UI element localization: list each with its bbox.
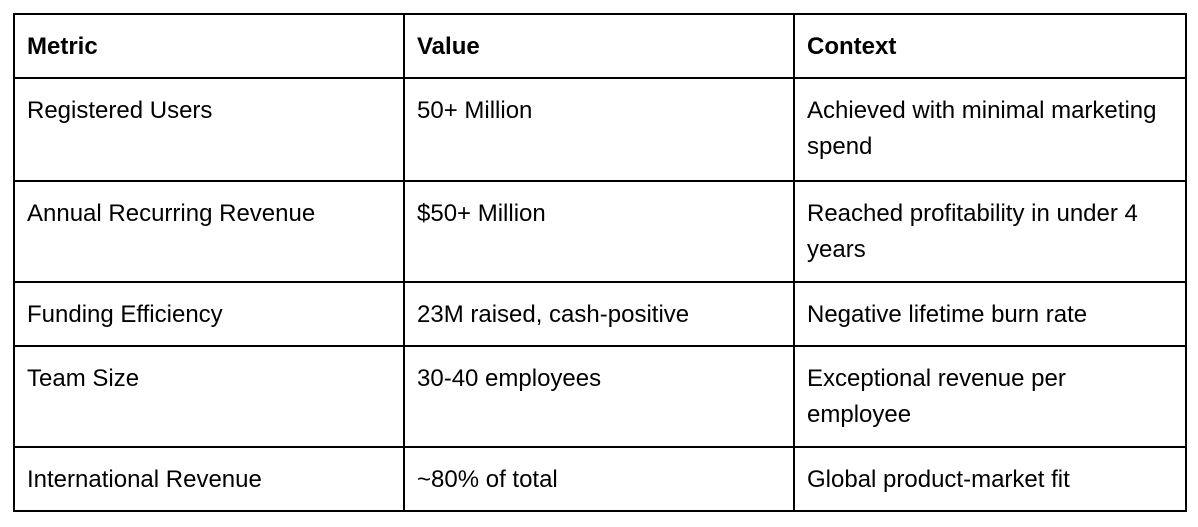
- context-cell: Global product-market fit: [794, 447, 1186, 511]
- metric-cell: International Revenue: [14, 447, 404, 511]
- metric-cell: Registered Users: [14, 78, 404, 181]
- context-cell: Reached profitability in under 4 years: [794, 181, 1186, 282]
- value-cell: $50+ Million: [404, 181, 794, 282]
- header-metric: Metric: [14, 14, 404, 78]
- table-row: [14, 181, 1186, 282]
- metric-cell: Funding Efficiency: [14, 282, 404, 346]
- value-cell: 30-40 employees: [404, 346, 794, 447]
- header-context: Context: [794, 14, 1186, 78]
- header-value: Value: [404, 14, 794, 78]
- table-row: [14, 282, 1186, 346]
- value-cell: ~80% of total: [404, 447, 794, 511]
- table-row: [14, 447, 1186, 511]
- table-row: [14, 78, 1186, 181]
- value-cell: 23M raised, cash-positive: [404, 282, 794, 346]
- metrics-table: [13, 13, 1187, 512]
- table-row: [14, 346, 1186, 447]
- context-cell: Exceptional revenue per employee: [794, 346, 1186, 447]
- metric-cell: Team Size: [14, 346, 404, 447]
- table-header-row: [14, 14, 1186, 78]
- metric-cell: Annual Recurring Revenue: [14, 181, 404, 282]
- value-cell: 50+ Million: [404, 78, 794, 181]
- context-cell: Negative lifetime burn rate: [794, 282, 1186, 346]
- context-cell: Achieved with minimal marketing spend: [794, 78, 1186, 181]
